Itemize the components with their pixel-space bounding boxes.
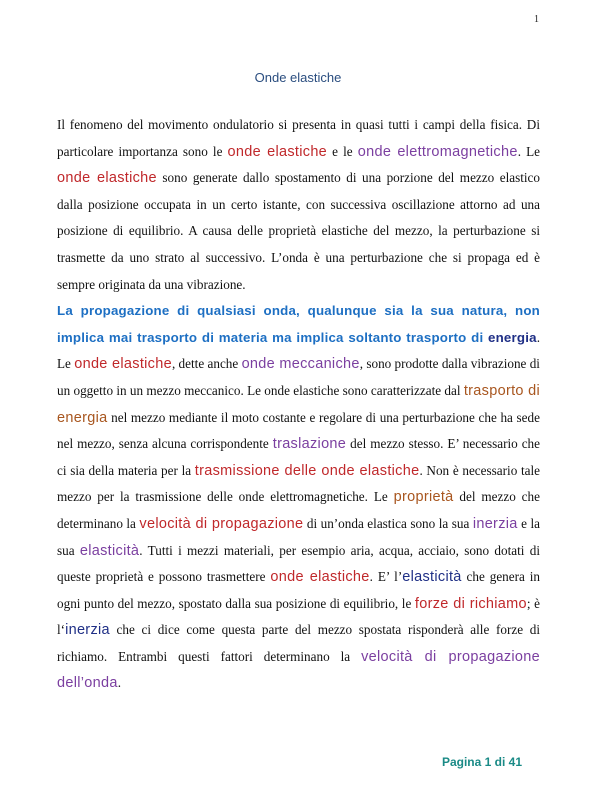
highlighted-term: energia xyxy=(488,329,537,345)
body-text-run: , dette anche xyxy=(171,356,242,372)
highlighted-term: onde elastiche xyxy=(74,356,172,373)
page-number: 1 xyxy=(534,14,539,25)
body-text-run: e le xyxy=(327,143,358,159)
highlighted-term: inerzia xyxy=(472,515,518,532)
body-text-run: , sono prodotte dalla vibrazione di un oggetto in un mezzo meccanico. Le onde elastiche sono caratterizzate dal xyxy=(57,356,540,398)
body-text-run: . Le xyxy=(57,329,540,372)
body-paragraph xyxy=(57,112,540,697)
highlighted-term: onde elettromagnetiche xyxy=(357,143,518,160)
body-text-run: . Le xyxy=(517,143,540,159)
highlighted-term: velocità di propagazione xyxy=(139,515,304,532)
body-text-run: del mezzo stesso. E’ necessario che ci sia della materia per la xyxy=(57,436,540,478)
body-text-run: e la sua xyxy=(57,515,540,558)
body-text-run: che genera in ogni punto del mezzo, spostato dalla sua posizione di equilibrio, le xyxy=(57,569,541,611)
highlighted-term: velocità di propagazione dell’onda xyxy=(57,648,540,692)
body-text-run: . Tutti i mezzi materiali, per esempio aria, acqua, acciaio, sono dotati di queste proprietà e possono trasmettere xyxy=(57,542,540,585)
highlighted-term: La propagazione di qualsiasi onda, qualunque sia la sua natura, non implica mai trasporto di materia ma implica soltanto trasporto di xyxy=(57,303,540,345)
highlighted-term: onde meccaniche xyxy=(241,356,360,373)
highlighted-term: elasticità xyxy=(402,569,462,586)
highlighted-term: onde elastiche xyxy=(270,569,370,586)
body-text-run: sono generate dallo spostamento di una porzione del mezzo elastico dalla posizione occupata in un certo istante, con successiva oscillazione attorno ad una posizione di equilibrio. A causa delle proprietà elastiche del mezzo, la perturbazione si trasmette da uno strato al successivo. L’onda è una perturbazione che si propaga ed è sempre originata da una vibrazione. xyxy=(57,170,540,292)
body-text-run: . xyxy=(117,675,122,691)
body-text-run: di un’onda elastica sono la sua xyxy=(303,515,473,531)
page-footer-pagination: Pagina 1 di 41 xyxy=(441,755,522,769)
body-text-run: ; è l‘ xyxy=(57,595,540,638)
body-text-run: . E’ l’ xyxy=(369,569,403,585)
highlighted-term: elasticità xyxy=(79,542,140,559)
highlighted-term: trasporto di energia xyxy=(57,382,540,426)
highlighted-term: trasmissione delle onde elastiche xyxy=(194,462,420,479)
body-text-run: che ci dice come questa parte del mezzo spostata risponderà alle forze di richiamo. Entrambi questi fattori determinano la xyxy=(57,622,540,664)
body-text-run: nel mezzo mediante il moto costante e regolare di una perturbazione che ha sede nel mezzo, senza alcuna corrispondente xyxy=(57,409,540,452)
highlighted-term: onde elastiche xyxy=(57,170,157,187)
body-text-run: . Non è necessario tale mezzo per la trasmissione delle onde elettromagnetiche. Le xyxy=(57,462,540,505)
highlighted-term: forze di richiamo xyxy=(414,595,527,612)
body-text-run: del mezzo che determinano la xyxy=(57,489,540,531)
highlighted-term: onde elastiche xyxy=(227,143,328,160)
highlighted-term: traslazione xyxy=(272,436,347,453)
page-title: Onde elastiche xyxy=(254,70,342,85)
highlighted-term: proprietà xyxy=(393,489,454,506)
body-text-run: Il fenomeno del movimento ondulatorio si presenta in quasi tutti i campi della fisica. Di particolare importanza sono le xyxy=(57,117,540,159)
highlighted-term: inerzia xyxy=(65,622,110,639)
